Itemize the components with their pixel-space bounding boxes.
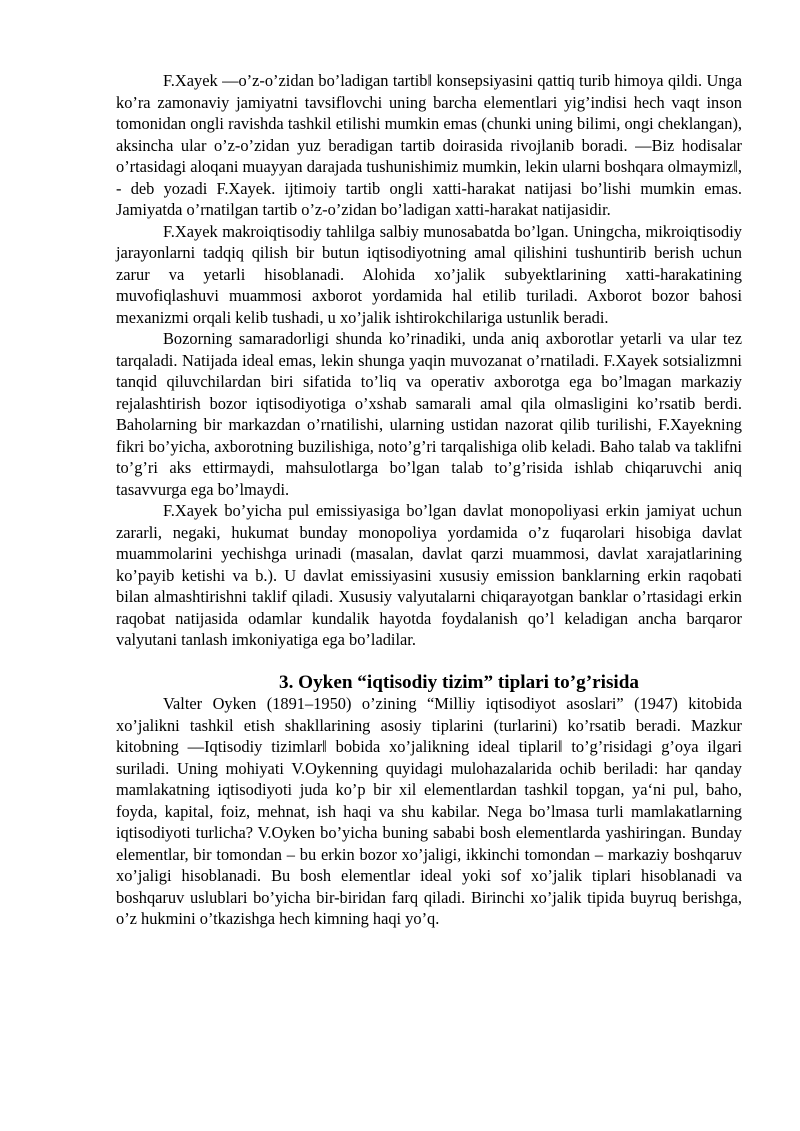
paragraph-oyken-economic-systems: Valter Oyken (1891–1950) o’zining “Milliy iqtisodiyot asoslari” (1947) kitobida xo’jalikni tashkil etish shakllarining asosiy tiplarini (turlarini) ko’rsatib beradi. Mazkur kitobning —Iqtisodiy tizimlar‖ bobida xo’jalikning ideal tiplari‖ to’g’risidagi g’oya ilgari suriladi. Uning mohiyati V.Oykenning quyidagi mulohazalarida ochib beriladi: har qanday mamlakatning iqtisodiyoti juda ko’p bir xil elementlardan tashkil topgan, ya‘ni pul, baho, foyda, kapital, foiz, mehnat, ish haqi va shu kabilar. Nega bo’lmasa turli mamlakatlarning iqtisodiyoti turlicha? V.Oyken bo’yicha buning sababi bosh elementlarda yashiringan. Bunday elementlar, bir tomondan – bu erkin bozor xo’jaligi, ikkinchi tomondan – markaziy boshqaruv xo’jaligi hisoblanadi. Bu bosh elementlar ideal yoki sof xo’jalik tiplari hisoblanadi va boshqaruv uslublari bo’yicha bir-biridan farq qiladi. Birinchi xo’jalik tipida buyruq berishga, o’z hukmini o’tkazishga hech kimning haqi yo’q. xyxy=(116,694,742,928)
paragraph-market-efficiency: Bozorning samaradorligi shunda ko’rinadiki, unda aniq axborotlar yetarli va ular tez tarqaladi. Natijada ideal emas, lekin shunga yaqin muvozanat o’rnatiladi. F.Xayek sotsializmni tanqid qiluvchilardan biri sifatida to’liq va operativ axborotga ega bo’lmagan markaziy rejalashtirish bozor iqtisodiyotiga o’xshab samarali amal qila olmasligini ko’rsatib berdi. Baholarning bir markazdan o’rnatilishi, ularning ustidan nazorat qilib turilishi, F.Xayekning fikri bo’yicha, axborotning buzilishiga, noto’g’ri tarqalishiga olib keladi. Baho talab va taklifni to’g’ri aks ettirmaydi, mahsulotlarga bo’lgan talab to’g’risida ishlab chiqaruvchi aniq tasavvurga ega bo’lmaydi. xyxy=(116,329,742,499)
paragraph-money-emission: F.Xayek bo’yicha pul emissiyasiga bo’lgan davlat monopoliyasi erkin jamiyat uchun zararli, negaki, hukumat bunday monopoliya yordamida o’z fuqarolari hisobiga davlat muammolarini yechishga urinadi (masalan, davlat qarzi muammosi, davlat xarajatlarining ko’payib ketishi va b.). U davlat emissiyasini xususiy emission banklarning erkin raqobati bilan almashtirishni taklif qiladi. Xususiy valyutalarni chiqarayotgan banklar o’rtasidagi erkin raqobat natijasida odamlar kundalik hayotda foydalanish qo’l keladigan ancha barqaror valyutani tanlash imkoniyatiga ega bo’ladilar. xyxy=(116,501,742,649)
document-page xyxy=(116,70,742,930)
paragraph-xayek-macroeconomics: F.Xayek makroiqtisodiy tahlilga salbiy munosabatda bo’lgan. Uningcha, mikroiqtisodiy jarayonlarni tadqiq qilish bir butun iqtisodiyotning amal qilishini tushuntirib berish uchun zarur va yetarli hisoblanadi. Alohida xo’jalik subyektlarining xatti-harakatining muvofiqlashuvi muammosi axborot yordamida hal etilib turiladi. Axborot bozor bahosi mexanizmi orqali kelib tushadi, u xo’jalik ishtirokchilariga ustunlik beradi. xyxy=(116,221,742,327)
paragraph-xayek-spontaneous-order: F.Xayek —o’z-o’zidan bo’ladigan tartib‖ konsepsiyasini qattiq turib himoya qildi. Unga ko’ra zamonaviy jamiyatni tavsiflovchi uning barcha elementlari yig’indisi hech vaqt inson tomonidan ongli ravishda tashkil etilishi mumkin emas (chunki uning bilimi, ongi cheklangan), aksincha ular o’z-o’zidan yuz beradigan tartib doirasida rivojlanib boradi. —Biz hodisalar o’rtasidagi aloqani muayyan darajada tushunishimiz mumkin, lekin ularni boshqara olmaymiz‖, - deb yozadi F.Xayek. ijtimoiy tartib ongli xatti-harakat natijasi bo’lishi mumkin emas. Jamiyatda o’rnatilgan tartib o’z-o’zidan bo’ladigan xatti-harakat natijasidir. xyxy=(116,71,742,219)
section-heading: 3. Oyken “iqtisodiy tizim” tiplari to’g’risida xyxy=(278,671,639,693)
